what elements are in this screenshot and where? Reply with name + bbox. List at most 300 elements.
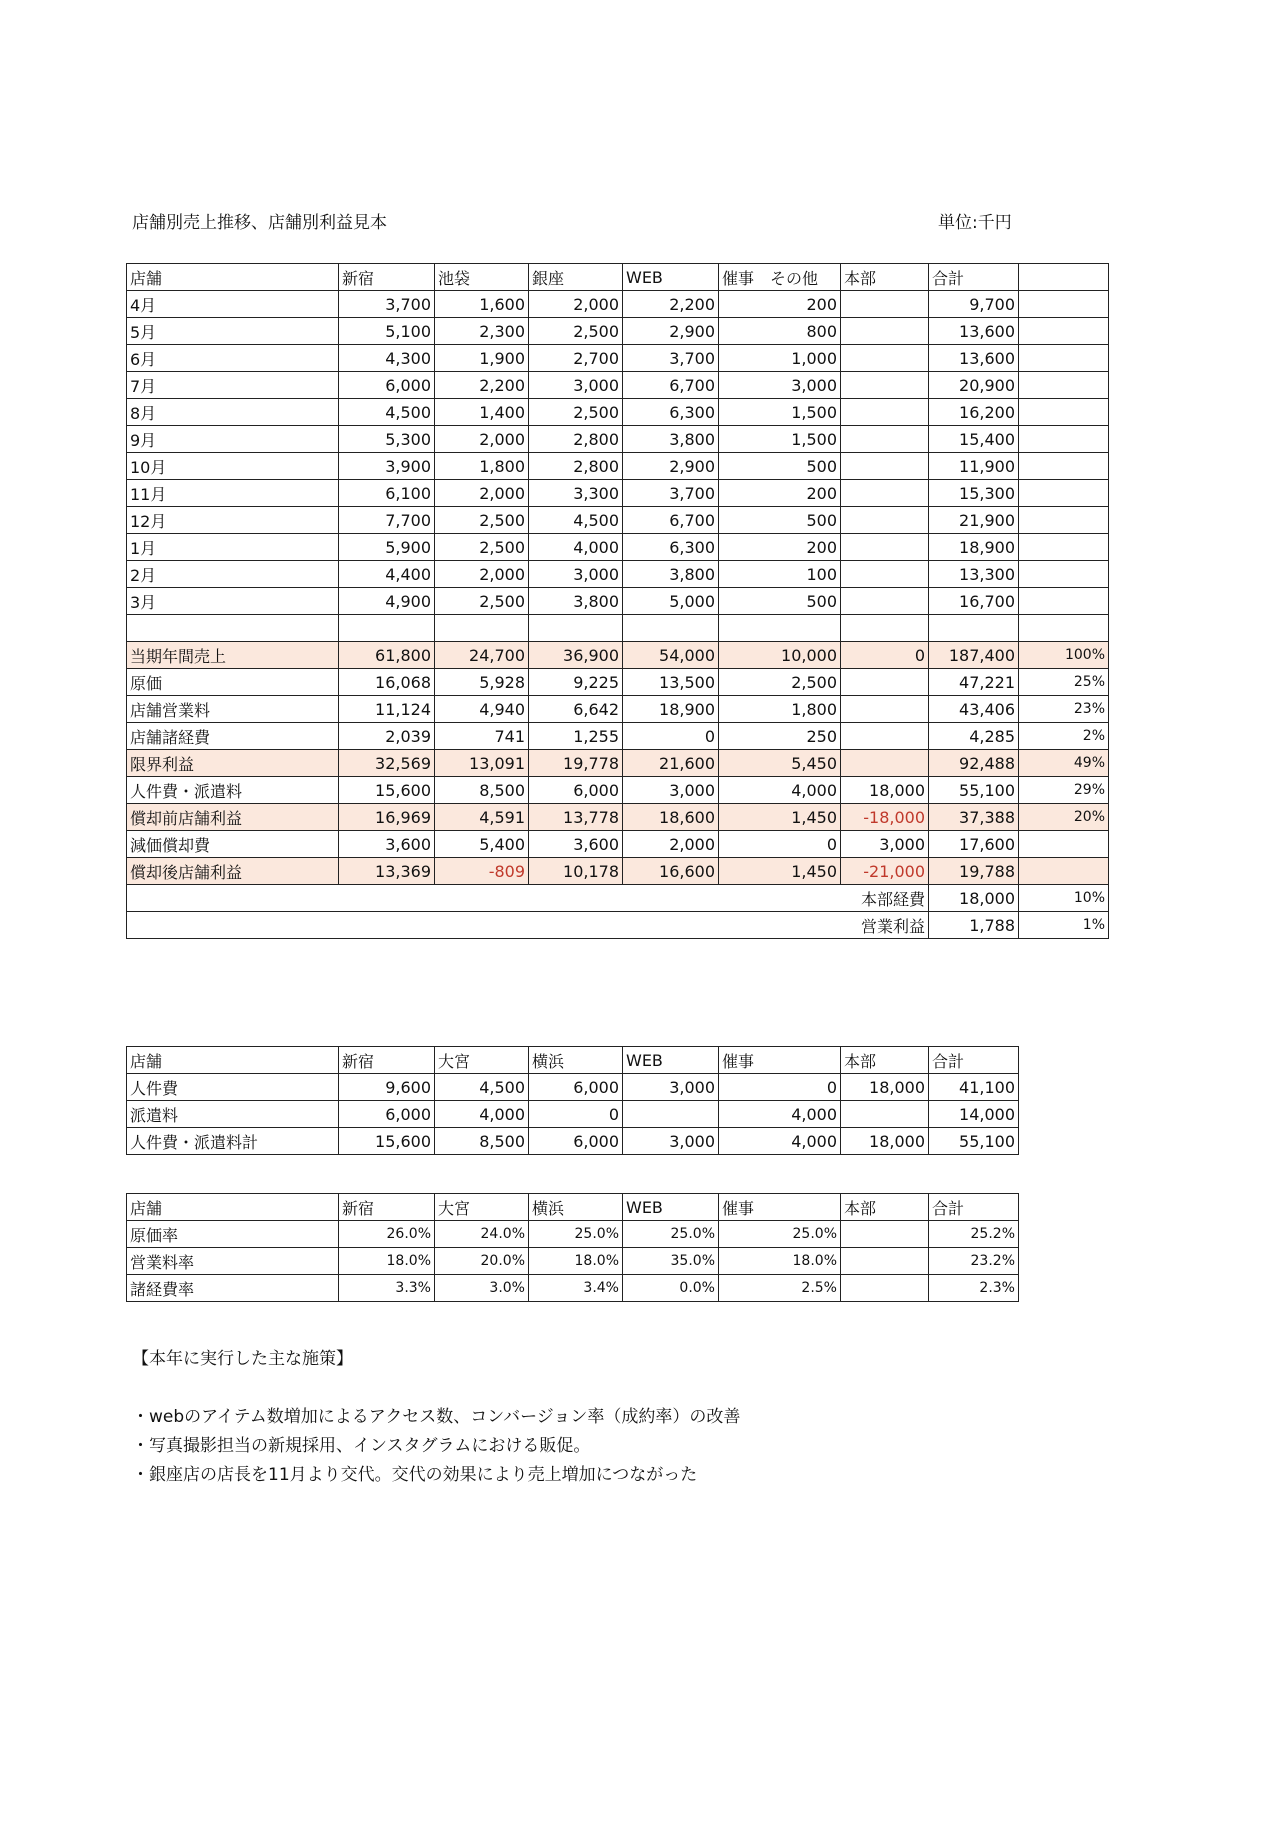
row-label: 本部経費 xyxy=(127,885,929,912)
table-cell xyxy=(929,615,1019,642)
table-row xyxy=(127,1275,1019,1302)
table-row xyxy=(127,750,1109,777)
table-cell: 13,778 xyxy=(529,804,623,831)
table-cell: 18,900 xyxy=(623,696,719,723)
table-cell: 6,000 xyxy=(339,1101,435,1128)
table-cell xyxy=(1019,561,1109,588)
table-cell: 13,500 xyxy=(623,669,719,696)
row-label: 人件費・派遣料 xyxy=(127,777,339,804)
table-cell: 2,000 xyxy=(623,831,719,858)
table-row xyxy=(127,588,1109,615)
table-cell: 18,000 xyxy=(841,1128,929,1155)
table-cell: 2,500 xyxy=(435,588,529,615)
table-cell xyxy=(1019,426,1109,453)
table-row xyxy=(127,696,1109,723)
table-row xyxy=(127,480,1109,507)
table-row xyxy=(127,561,1109,588)
table-cell: 200 xyxy=(719,534,841,561)
table-cell: 3,000 xyxy=(841,831,929,858)
table-row xyxy=(127,1128,1019,1155)
table-cell: 3,900 xyxy=(339,453,435,480)
table-row xyxy=(127,669,1109,696)
table-cell xyxy=(1019,507,1109,534)
table-cell: 500 xyxy=(719,453,841,480)
table-cell: 6,700 xyxy=(623,372,719,399)
table-cell: 5,000 xyxy=(623,588,719,615)
table-cell: 2,200 xyxy=(623,291,719,318)
table-cell: 13,091 xyxy=(435,750,529,777)
table-cell: 0 xyxy=(623,723,719,750)
table-cell: 8,500 xyxy=(435,777,529,804)
table-cell: 0 xyxy=(719,831,841,858)
table-row xyxy=(127,858,1109,885)
table-row xyxy=(127,777,1109,804)
table-cell: 13,369 xyxy=(339,858,435,885)
row-label: 店舗営業料 xyxy=(127,696,339,723)
table-cell: 6,000 xyxy=(529,777,623,804)
table-cell: 4,285 xyxy=(929,723,1019,750)
table-cell: 2,200 xyxy=(435,372,529,399)
header-row xyxy=(127,264,1109,291)
table-row xyxy=(127,426,1109,453)
table-cell: 16,068 xyxy=(339,669,435,696)
table-cell: 7,700 xyxy=(339,507,435,534)
table-row xyxy=(127,291,1109,318)
table-cell: 3,000 xyxy=(623,1074,719,1101)
column-header: 大宮 xyxy=(435,1194,529,1221)
table-cell: 2,300 xyxy=(435,318,529,345)
table-cell: 1,500 xyxy=(719,399,841,426)
table-row xyxy=(127,453,1109,480)
store-sales-profit-table xyxy=(126,263,1109,939)
row-label: 12月 xyxy=(127,507,339,534)
cost-ratio-table xyxy=(126,1193,1019,1302)
table-row xyxy=(127,507,1109,534)
row-label: 償却前店舗利益 xyxy=(127,804,339,831)
row-label: 営業利益 xyxy=(127,912,929,939)
table-cell: 741 xyxy=(435,723,529,750)
table-cell: 24.0% xyxy=(435,1221,529,1248)
table-cell: 2,500 xyxy=(435,507,529,534)
table-cell: 5,928 xyxy=(435,669,529,696)
table-cell: -21,000 xyxy=(841,858,929,885)
table-cell: 19,778 xyxy=(529,750,623,777)
table-cell: 1,255 xyxy=(529,723,623,750)
table-cell: 6,000 xyxy=(529,1128,623,1155)
table-row xyxy=(127,372,1109,399)
table-cell xyxy=(841,1275,929,1302)
table-cell: 250 xyxy=(719,723,841,750)
table-cell: 18,000 xyxy=(841,1074,929,1101)
table-cell: 10,178 xyxy=(529,858,623,885)
column-header: 新宿 xyxy=(339,1194,435,1221)
table-cell xyxy=(1019,318,1109,345)
column-header: 池袋 xyxy=(435,264,529,291)
table-cell: 5,400 xyxy=(435,831,529,858)
table-cell xyxy=(1019,345,1109,372)
row-label: 1月 xyxy=(127,534,339,561)
table-cell: 16,700 xyxy=(929,588,1019,615)
column-header: 大宮 xyxy=(435,1047,529,1074)
row-label: 原価 xyxy=(127,669,339,696)
table-cell: 6,000 xyxy=(339,372,435,399)
table-cell: 4,500 xyxy=(529,507,623,534)
table-cell: 18,900 xyxy=(929,534,1019,561)
table-cell: 18,600 xyxy=(623,804,719,831)
column-header xyxy=(1019,264,1109,291)
table-cell: 3.0% xyxy=(435,1275,529,1302)
table-cell: 4,000 xyxy=(719,777,841,804)
table-cell: 500 xyxy=(719,588,841,615)
table-cell: 1,400 xyxy=(435,399,529,426)
table-cell: 2,500 xyxy=(529,318,623,345)
table-cell: 54,000 xyxy=(623,642,719,669)
table-cell: 35.0% xyxy=(623,1248,719,1275)
table-row xyxy=(127,1221,1019,1248)
table-cell xyxy=(719,615,841,642)
table-cell: 6,642 xyxy=(529,696,623,723)
table-cell: 4,000 xyxy=(719,1128,841,1155)
unit-label: 単位:千円 xyxy=(938,213,1012,233)
table-row xyxy=(127,723,1109,750)
table-cell xyxy=(339,615,435,642)
table-cell: 19,788 xyxy=(929,858,1019,885)
table-cell xyxy=(841,588,929,615)
column-header: WEB xyxy=(623,264,719,291)
table-cell: 2% xyxy=(1019,723,1109,750)
table-cell: 17,600 xyxy=(929,831,1019,858)
table-cell: 20.0% xyxy=(435,1248,529,1275)
table-cell: 2,000 xyxy=(435,426,529,453)
column-header: 銀座 xyxy=(529,264,623,291)
table-cell: 9,225 xyxy=(529,669,623,696)
row-label: 11月 xyxy=(127,480,339,507)
table-cell xyxy=(1019,858,1109,885)
table-cell: 187,400 xyxy=(929,642,1019,669)
table-row xyxy=(127,1074,1019,1101)
table-cell: 0 xyxy=(719,1074,841,1101)
table-cell xyxy=(841,291,929,318)
table-cell: 1,900 xyxy=(435,345,529,372)
table-cell: 0 xyxy=(841,642,929,669)
table-cell: 92,488 xyxy=(929,750,1019,777)
table-cell: 6,700 xyxy=(623,507,719,534)
notes-item: ・銀座店の店長を11月より交代。交代の効果により売上増加につながった xyxy=(132,1465,698,1485)
row-label: 7月 xyxy=(127,372,339,399)
table-cell: 2,500 xyxy=(529,399,623,426)
header-row xyxy=(127,1194,1019,1221)
table-cell xyxy=(1019,831,1109,858)
row-label: 人件費 xyxy=(127,1074,339,1101)
table-cell: 0.0% xyxy=(623,1275,719,1302)
table-cell: 4,591 xyxy=(435,804,529,831)
table-cell xyxy=(1019,291,1109,318)
table-cell: 500 xyxy=(719,507,841,534)
table-cell xyxy=(1019,588,1109,615)
table-cell xyxy=(623,1101,719,1128)
table-cell: 23% xyxy=(1019,696,1109,723)
table-cell: 15,400 xyxy=(929,426,1019,453)
table-cell: 1,450 xyxy=(719,804,841,831)
row-label: 償却後店舗利益 xyxy=(127,858,339,885)
table-cell: 3,000 xyxy=(529,372,623,399)
table-cell: 18.0% xyxy=(529,1248,623,1275)
table-cell: 36,900 xyxy=(529,642,623,669)
row-label: 6月 xyxy=(127,345,339,372)
table-cell: 3,700 xyxy=(623,480,719,507)
table-cell: 3,800 xyxy=(529,588,623,615)
table-cell: 2,500 xyxy=(719,669,841,696)
table-cell xyxy=(841,696,929,723)
table-cell: 15,600 xyxy=(339,777,435,804)
table-cell: 24,700 xyxy=(435,642,529,669)
table-cell: 11,124 xyxy=(339,696,435,723)
table-cell: 5,100 xyxy=(339,318,435,345)
table-cell: 200 xyxy=(719,480,841,507)
table-cell xyxy=(841,750,929,777)
table-cell: 9,700 xyxy=(929,291,1019,318)
row-label: 店舗諸経費 xyxy=(127,723,339,750)
table-cell: 1,800 xyxy=(719,696,841,723)
row-label: 当期年間売上 xyxy=(127,642,339,669)
table-cell: 2,000 xyxy=(529,291,623,318)
table-cell xyxy=(841,534,929,561)
table-cell: 13,600 xyxy=(929,345,1019,372)
row-label: 3月 xyxy=(127,588,339,615)
column-header: 店舗 xyxy=(127,264,339,291)
table-cell xyxy=(1019,399,1109,426)
column-header: 本部 xyxy=(841,264,929,291)
table-cell: 43,406 xyxy=(929,696,1019,723)
table-cell: 1,500 xyxy=(719,426,841,453)
table-cell: 100% xyxy=(1019,642,1109,669)
column-header: 本部 xyxy=(841,1194,929,1221)
table-cell: 3,700 xyxy=(623,345,719,372)
table-cell: 2,700 xyxy=(529,345,623,372)
table-cell: 1% xyxy=(1019,912,1109,939)
table-cell xyxy=(623,615,719,642)
table-cell xyxy=(841,1221,929,1248)
table-cell: 1,600 xyxy=(435,291,529,318)
table-cell: 55,100 xyxy=(929,777,1019,804)
table-cell: 18,000 xyxy=(929,885,1019,912)
column-header: 横浜 xyxy=(529,1194,623,1221)
table-cell xyxy=(841,561,929,588)
table-cell: 2.5% xyxy=(719,1275,841,1302)
table-row xyxy=(127,615,1109,642)
table-cell: 2,800 xyxy=(529,453,623,480)
table-cell: 3.4% xyxy=(529,1275,623,1302)
table-cell: 5,900 xyxy=(339,534,435,561)
table-cell: 32,569 xyxy=(339,750,435,777)
table-row xyxy=(127,1101,1019,1128)
table-cell: 16,200 xyxy=(929,399,1019,426)
table-cell: 23.2% xyxy=(929,1248,1019,1275)
row-label: 原価率 xyxy=(127,1221,339,1248)
table-cell: 13,300 xyxy=(929,561,1019,588)
table-cell: 2,000 xyxy=(435,561,529,588)
column-header: WEB xyxy=(623,1047,719,1074)
row-label: 減価償却費 xyxy=(127,831,339,858)
table-cell: 11,900 xyxy=(929,453,1019,480)
table-cell: 1,800 xyxy=(435,453,529,480)
table-cell: 37,388 xyxy=(929,804,1019,831)
table-row xyxy=(127,1248,1019,1275)
table-row xyxy=(127,885,1109,912)
row-label: 諸経費率 xyxy=(127,1275,339,1302)
table-cell: 25.2% xyxy=(929,1221,1019,1248)
table-cell: 1,788 xyxy=(929,912,1019,939)
table-cell: 21,900 xyxy=(929,507,1019,534)
header-row xyxy=(127,1047,1019,1074)
row-label: 人件費・派遣料計 xyxy=(127,1128,339,1155)
column-header: 新宿 xyxy=(339,1047,435,1074)
table-cell xyxy=(841,426,929,453)
table-cell xyxy=(1019,534,1109,561)
table-cell: 3,300 xyxy=(529,480,623,507)
table-cell: 25.0% xyxy=(529,1221,623,1248)
table-cell: 5,300 xyxy=(339,426,435,453)
table-cell: 3,800 xyxy=(623,561,719,588)
column-header: 合計 xyxy=(929,264,1019,291)
table-cell xyxy=(841,507,929,534)
table-cell: 18.0% xyxy=(339,1248,435,1275)
column-header: 催事 その他 xyxy=(719,264,841,291)
table-cell: 2,800 xyxy=(529,426,623,453)
table-cell: 4,000 xyxy=(529,534,623,561)
table-cell xyxy=(1019,453,1109,480)
column-header: 催事 xyxy=(719,1047,841,1074)
table-cell: 2,900 xyxy=(623,453,719,480)
initiatives-notes xyxy=(132,1345,740,1490)
table-cell: 2,500 xyxy=(435,534,529,561)
table-cell: 20,900 xyxy=(929,372,1019,399)
row-label: 9月 xyxy=(127,426,339,453)
table-cell: 100 xyxy=(719,561,841,588)
table-cell: 16,600 xyxy=(623,858,719,885)
table-cell: 3,700 xyxy=(339,291,435,318)
table-row xyxy=(127,534,1109,561)
column-header: 催事 xyxy=(719,1194,841,1221)
row-label: 5月 xyxy=(127,318,339,345)
row-label: 4月 xyxy=(127,291,339,318)
table-cell: 25.0% xyxy=(623,1221,719,1248)
table-cell xyxy=(841,372,929,399)
table-cell xyxy=(1019,372,1109,399)
page-title: 店舗別売上推移、店舗別利益見本 xyxy=(132,213,387,233)
table-cell: 16,969 xyxy=(339,804,435,831)
table-cell xyxy=(841,345,929,372)
row-label xyxy=(127,615,339,642)
table-cell: 3,600 xyxy=(339,831,435,858)
table-cell: 6,000 xyxy=(529,1074,623,1101)
table-cell: 3,600 xyxy=(529,831,623,858)
table-cell: 4,000 xyxy=(719,1101,841,1128)
row-label: 8月 xyxy=(127,399,339,426)
table-cell: 4,000 xyxy=(435,1101,529,1128)
table-cell: 4,500 xyxy=(435,1074,529,1101)
table-cell: 14,000 xyxy=(929,1101,1019,1128)
row-label: 派遣料 xyxy=(127,1101,339,1128)
table-cell: 3,000 xyxy=(623,777,719,804)
table-cell xyxy=(1019,615,1109,642)
table-cell xyxy=(841,615,929,642)
table-cell: 41,100 xyxy=(929,1074,1019,1101)
notes-heading: 【本年に実行した主な施策】 xyxy=(132,1349,353,1369)
table-cell: 26.0% xyxy=(339,1221,435,1248)
column-header: 合計 xyxy=(929,1047,1019,1074)
table-cell: 47,221 xyxy=(929,669,1019,696)
table-cell xyxy=(841,723,929,750)
table-row xyxy=(127,831,1109,858)
table-cell: 25.0% xyxy=(719,1221,841,1248)
table-cell xyxy=(841,318,929,345)
table-row xyxy=(127,399,1109,426)
column-header: 店舗 xyxy=(127,1194,339,1221)
table-cell: 1,450 xyxy=(719,858,841,885)
table-row xyxy=(127,912,1109,939)
table-cell: 10% xyxy=(1019,885,1109,912)
table-cell: 4,400 xyxy=(339,561,435,588)
table-cell xyxy=(1019,480,1109,507)
table-cell: 3,000 xyxy=(719,372,841,399)
column-header: 店舗 xyxy=(127,1047,339,1074)
row-label: 2月 xyxy=(127,561,339,588)
table-row xyxy=(127,642,1109,669)
table-cell: 18.0% xyxy=(719,1248,841,1275)
table-cell: 18,000 xyxy=(841,777,929,804)
row-label: 限界利益 xyxy=(127,750,339,777)
table-row xyxy=(127,318,1109,345)
table-cell: 2.3% xyxy=(929,1275,1019,1302)
table-cell xyxy=(529,615,623,642)
row-label: 10月 xyxy=(127,453,339,480)
column-header: 本部 xyxy=(841,1047,929,1074)
table-cell: 29% xyxy=(1019,777,1109,804)
table-cell xyxy=(841,480,929,507)
table-cell: -18,000 xyxy=(841,804,929,831)
table-cell: 4,300 xyxy=(339,345,435,372)
table-cell: 2,039 xyxy=(339,723,435,750)
table-cell xyxy=(841,399,929,426)
table-cell: 15,300 xyxy=(929,480,1019,507)
column-header: 横浜 xyxy=(529,1047,623,1074)
table-cell: 49% xyxy=(1019,750,1109,777)
notes-item: ・写真撮影担当の新規採用、インスタグラムにおける販促。 xyxy=(132,1436,591,1456)
notes-item: ・webのアイテム数増加によるアクセス数、コンバージョン率（成約率）の改善 xyxy=(132,1407,741,1427)
table-cell xyxy=(841,669,929,696)
table-cell: 10,000 xyxy=(719,642,841,669)
table-cell: 3.3% xyxy=(339,1275,435,1302)
table-cell: 2,000 xyxy=(435,480,529,507)
table-cell: 13,600 xyxy=(929,318,1019,345)
table-cell: 6,300 xyxy=(623,534,719,561)
table-cell xyxy=(841,1101,929,1128)
table-cell: 8,500 xyxy=(435,1128,529,1155)
table-row xyxy=(127,345,1109,372)
table-cell: 2,900 xyxy=(623,318,719,345)
column-header: WEB xyxy=(623,1194,719,1221)
row-label: 営業料率 xyxy=(127,1248,339,1275)
table-cell: 0 xyxy=(529,1101,623,1128)
table-cell: 6,300 xyxy=(623,399,719,426)
table-cell: 4,900 xyxy=(339,588,435,615)
column-header: 合計 xyxy=(929,1194,1019,1221)
table-cell: 9,600 xyxy=(339,1074,435,1101)
table-cell: 21,600 xyxy=(623,750,719,777)
table-cell: 61,800 xyxy=(339,642,435,669)
table-cell: 4,500 xyxy=(339,399,435,426)
